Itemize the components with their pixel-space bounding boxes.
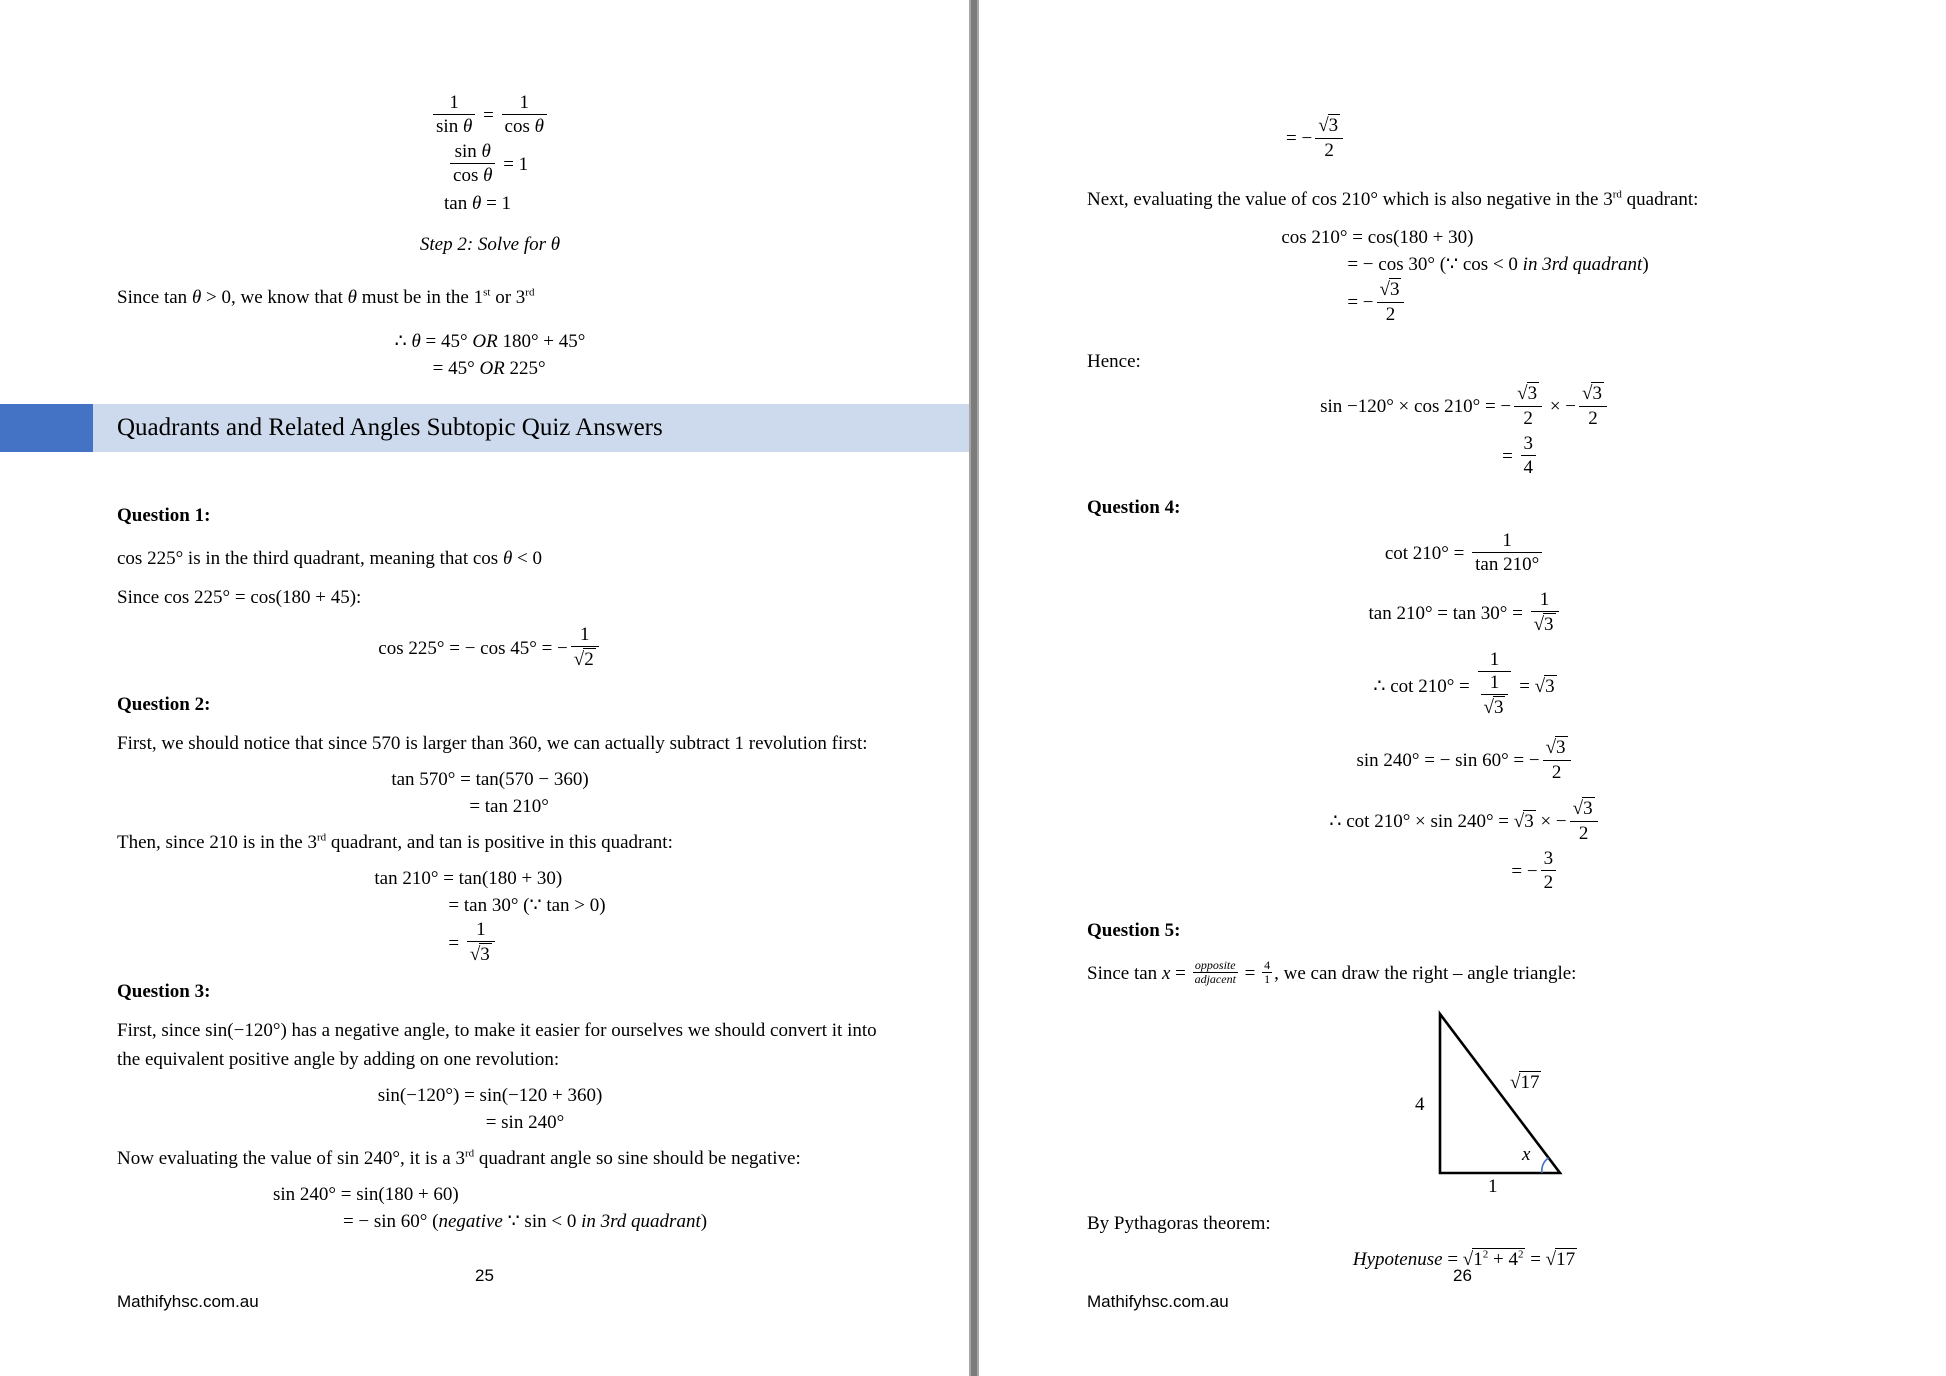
equation-line: = $\frac{3}{4}$ [1320,433,1610,482]
equation-line: $\frac{1}{\text{sin θ}}$ = $\frac{1}{\text{cos θ}}$ [430,92,550,141]
question-3-paragraph: First, since sin(−120°) has a negative angle, to make it easier for ourselves we should convert it into the equivalent positive angle by adding on one revolution: [117,1019,877,1070]
question-3-equation-2 [117,1181,863,1235]
equation-group [1329,797,1600,897]
equation-line: = − sin 60° (negative ∵ sin < 0 in 3rd quadrant) [342,1210,708,1232]
question-4-equation-4 [1087,736,1843,787]
question-2-paragraph: Then, since 210 is in the 3rd quadrant, and tan is positive in this quadrant: [117,831,673,853]
equation-line: ∴ cot 210° = $\frac{1}{\frac{1}{√3}}$ = √3 [1373,649,1555,719]
equation-block-reciprocal [117,92,863,217]
equation-line: = − $\frac{√3}{2}$ [1281,278,1648,329]
equation-line: cos 210° = cos(180 + 30) [1281,226,1474,248]
equation-line: ∴ cot 210° × sin 240° = √3 × − $\frac{√3}{2}$ [1329,797,1600,848]
question-3-paragraph: Now evaluating the value of sin 240°, it is a 3rd quadrant angle so sine should be negative: [117,1147,801,1169]
triangle-angle-label: x [1522,1143,1531,1165]
equation-line: = sin 240° [485,1111,565,1133]
question-4-title: Question 4: [1087,496,1181,518]
paragraph-pythagoras: By Pythagoras theorem: [1087,1212,1271,1234]
section-heading-band [0,404,969,452]
question-4-equation-2 [1087,589,1843,640]
equation-line: sin 240° = − sin 60° = − $\frac{√3}{2}$ [1356,736,1573,787]
equation-line: sin(−120°) = sin(−120 + 360) [377,1084,603,1106]
paragraph-next-evaluating: Next, evaluating the value of cos 210° which is also negative in the 3rd quadrant: [1087,188,1699,210]
right-triangle-svg [1438,1011,1568,1183]
section-title: Quadrants and Related Angles Subtopic Quiz Answers [117,414,663,441]
page-number: 25 [475,1266,494,1285]
equation-block-product [1087,382,1843,482]
equation-group [374,865,605,970]
equation-line: tan 210° = tan(180 + 30) [374,867,563,889]
angle-arc [1542,1158,1549,1173]
equation-continuation [1286,114,1346,165]
equation-group [395,328,586,382]
question-1-paragraph: Since cos 225° = cos(180 + 45): [117,587,362,608]
question-4-equation-5 [1087,797,1843,897]
question-1-equation [117,624,863,675]
equation-line: cot 210° = $\frac{1}{\tan 210^\circ}$ [1385,530,1545,579]
equation-line: sin 240° = sin(180 + 60) [272,1183,459,1205]
question-2-title: Question 2: [117,693,211,715]
question-4-equation-3 [1087,649,1843,726]
equation-group [1373,649,1556,726]
equation-line: = tan 210° [469,795,549,817]
triangle-base-label: 1 [1488,1175,1498,1197]
equation-group [1356,736,1573,787]
equation-line: = − cos 30° (∵ cos < 0 in 3rd quadrant) [1347,253,1649,275]
equation-line: = tan 30° (∵ tan > 0) [448,894,606,916]
equation-group [1281,224,1648,329]
equation-line: ∴ θ = 45° OR 180° + 45° [394,331,586,352]
equation-line: $\frac{\text{sin θ}}{\text{cos θ}}$ = 1 [430,141,550,190]
equation-group [391,766,588,820]
paragraph-since-tan: Since tan θ > 0, we know that θ must be in the 1st or 3rd [117,286,535,308]
equation-group [378,624,601,675]
equation-line: Hypotenuse = $√1^2 + 4^2 = √17$ [1352,1248,1576,1270]
equation-group [1369,589,1562,640]
question-2-equation-2 [117,865,863,970]
question-2-equation-1 [117,766,863,820]
triangle-outline [1440,1014,1560,1173]
page-number: 26 [1453,1266,1472,1285]
accent-rectangle [0,404,93,452]
equation-line: = − $\frac{3}{2}$ [1329,848,1600,897]
question-5-paragraph: Since tan x = opposite adjacent = $\frac{4}{1}$ , we can draw the right – angle triangle: [1087,958,1577,987]
triangle-figure [1413,1011,1733,1199]
equation-group [430,92,550,217]
equation-line: tan 570° = tan(570 − 360) [391,768,589,790]
equation-line: = − $\frac{√3}{2}$ [1286,114,1346,165]
equation-line: = $\frac{1}{√3}$ [374,919,605,970]
question-3-equation-1 [117,1082,863,1136]
page-divider [969,0,979,1376]
equation-line: tan θ = 1 [444,193,512,214]
step-label-wrap [117,233,863,257]
step-label: Step 2: Solve for θ [419,234,561,255]
equation-group [273,1181,707,1235]
question-5-title: Question 5: [1087,919,1181,941]
question-4-equation-1 [1087,530,1843,579]
equation-block-theta [117,328,863,382]
question-2-paragraph: First, we should notice that since 570 is larger than 360, we can actually subtract 1 revolution first: [117,732,868,754]
page-25 [0,0,969,1376]
equation-line: sin −120° × cos 210° = − $\frac{√3}{2}$ × − $\frac{√3}{2}$ [1320,382,1610,433]
footer-site: Mathifyhsc.com.au [117,1292,259,1311]
equation-block-cos210 [1087,224,1843,329]
question-1-paragraph: cos 225° is in the third quadrant, meaning that cos θ < 0 [117,548,542,569]
equation-line: = 45° OR 225° [432,358,546,379]
equation-line: tan 210° = tan 30° = $\frac{1}{√3}$ [1369,589,1562,640]
equation-group [1320,382,1610,482]
equation-group [1385,530,1545,579]
equation-group [378,1082,603,1136]
equation-line: cos 225° = − cos 45° = − $\frac{1}{√2}$ [378,624,601,675]
page-26 [979,0,1946,1376]
paragraph-hence: Hence: [1087,350,1141,372]
footer-site: Mathifyhsc.com.au [1087,1292,1229,1311]
triangle-side-label: 4 [1415,1093,1425,1115]
question-3-title: Question 3: [117,980,211,1002]
triangle-hypotenuse-label: √17 [1510,1071,1540,1093]
question-1-title: Question 1: [117,505,211,526]
